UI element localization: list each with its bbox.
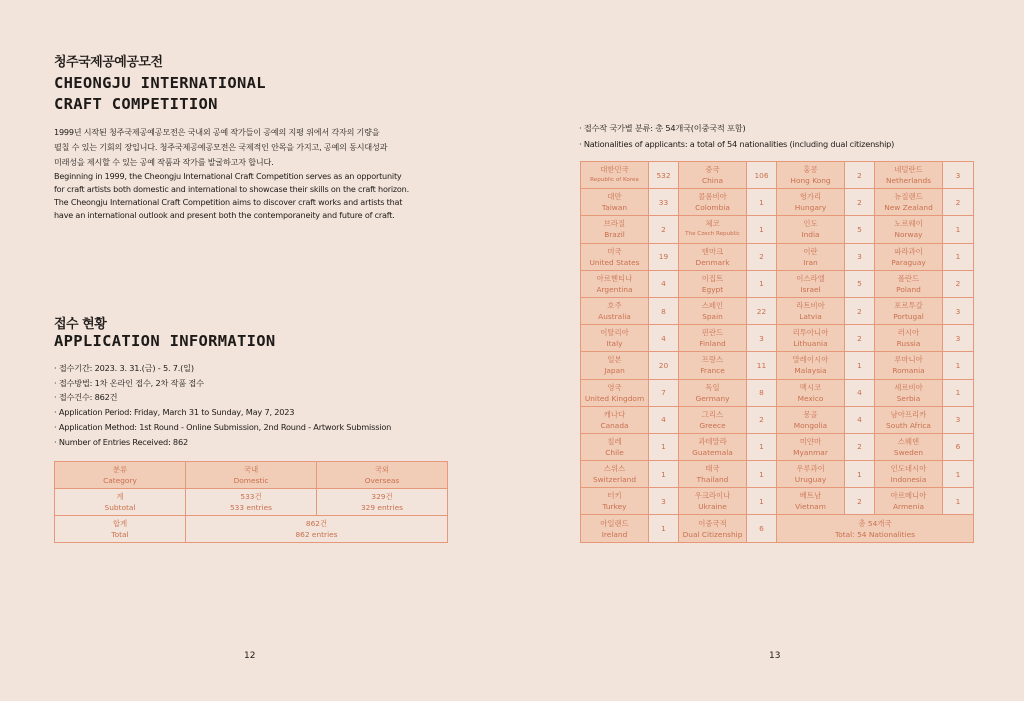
country-name-kr: 이집트 — [701, 273, 724, 283]
count-cell: 2 — [747, 243, 777, 270]
country-cell — [679, 515, 747, 542]
country-cell — [581, 433, 649, 460]
table-row-total — [55, 516, 448, 543]
country-cell — [679, 216, 747, 243]
country-cell — [679, 325, 747, 352]
country-name-en: United States — [589, 257, 640, 267]
page-number-left: 12 — [244, 651, 256, 661]
country-name-kr: 그리스 — [701, 409, 724, 419]
country-cell — [679, 461, 747, 488]
country-name-en: Portugal — [893, 312, 924, 322]
country-name-en: Egypt — [701, 284, 724, 294]
country-name-kr: 네덜란드 — [894, 165, 923, 175]
count-cell: 1 — [845, 352, 875, 379]
country-name-kr: 이스라엘 — [796, 273, 825, 283]
country-name-kr: 러시아 — [897, 328, 920, 338]
table-row — [581, 325, 974, 352]
page-number-right: 13 — [769, 651, 781, 661]
country-name-en: Italy — [606, 339, 623, 349]
count-cell: 2 — [845, 189, 875, 216]
country-name-kr: 독일 — [705, 382, 720, 392]
count-cell: 5 — [845, 216, 875, 243]
country-cell — [679, 488, 747, 515]
country-cell — [777, 297, 845, 324]
country-cell — [679, 270, 747, 297]
total-label: 합계 Total — [55, 516, 186, 543]
country-name-kr: 일본 — [607, 355, 622, 365]
title-english-line2: CRAFT COMPETITION — [54, 95, 218, 113]
country-name-kr: 아르헨티나 — [596, 273, 633, 283]
count-cell: 11 — [747, 352, 777, 379]
country-name-kr: 홍콩 — [803, 165, 818, 175]
country-name-en: New Zealand — [884, 203, 933, 213]
country-cell — [777, 488, 845, 515]
country-name-en: Finland — [699, 339, 726, 349]
count-cell: 8 — [649, 297, 679, 324]
country-cell — [777, 243, 845, 270]
country-cell — [679, 406, 747, 433]
country-cell — [581, 325, 649, 352]
country-name-en: Serbia — [896, 393, 921, 403]
country-name-en: Armenia — [893, 502, 924, 512]
count-cell: 5 — [845, 270, 875, 297]
country-name-en: Mexico — [797, 393, 824, 403]
country-name-kr: 포르투갈 — [894, 301, 923, 311]
count-cell: 3 — [943, 162, 974, 189]
country-name-en: Guatemala — [692, 447, 733, 457]
count-cell: 1 — [747, 461, 777, 488]
country-name-kr: 영국 — [607, 382, 622, 392]
country-cell — [581, 297, 649, 324]
country-cell — [581, 406, 649, 433]
country-cell — [581, 216, 649, 243]
country-name-en: Hungary — [794, 203, 827, 213]
table-row — [581, 297, 974, 324]
country-name-kr: 말레이시아 — [792, 355, 829, 365]
country-name-kr: 루마니아 — [894, 355, 923, 365]
country-name-kr: 이중국적 — [698, 518, 727, 528]
country-name-en: Vietnam — [795, 502, 826, 512]
country-name-en: Malaysia — [794, 366, 827, 376]
country-cell — [777, 325, 845, 352]
country-name-en: Canada — [600, 420, 629, 430]
country-name-en: Japan — [604, 366, 625, 376]
country-name-en: Israel — [800, 284, 821, 294]
count-cell: 3 — [747, 325, 777, 352]
bullet-item: · 접수방법: 1차 온라인 접수, 2차 작품 접수 — [54, 376, 391, 391]
country-cell — [777, 216, 845, 243]
count-cell: 1 — [943, 379, 974, 406]
section-title-english: APPLICATION INFORMATION — [54, 332, 276, 350]
country-name-kr: 호주 — [607, 301, 622, 311]
country-cell — [875, 461, 943, 488]
count-cell: 3 — [845, 243, 875, 270]
header-overseas: 국외 Overseas — [317, 462, 448, 489]
country-cell — [777, 433, 845, 460]
subtotal-label: 계 Subtotal — [55, 489, 186, 516]
country-name-kr: 이란 — [803, 246, 818, 256]
intro-kr-line: 1999년 시작된 청주국제공예공모전은 국내외 공예 작가들이 공예의 지평 위에서 각자의 기량을 — [54, 127, 380, 137]
country-name-en: Republic of Korea — [590, 177, 639, 184]
count-cell: 4 — [649, 406, 679, 433]
country-name-kr: 브라질 — [603, 219, 626, 229]
country-name-kr: 폴란드 — [897, 273, 920, 283]
country-cell — [777, 270, 845, 297]
bullet-item: · Nationalities of applicants: a total of 54 nationalities (including dual citizenship) — [579, 136, 894, 152]
application-bullets — [54, 361, 391, 449]
count-cell: 4 — [845, 379, 875, 406]
nationality-bullets — [579, 120, 894, 152]
count-cell: 2 — [649, 216, 679, 243]
country-cell — [679, 162, 747, 189]
country-cell — [875, 406, 943, 433]
country-cell — [581, 488, 649, 515]
table-row — [581, 352, 974, 379]
country-name-kr: 칠레 — [607, 436, 622, 446]
count-cell: 4 — [845, 406, 875, 433]
table-row — [581, 162, 974, 189]
country-name-en: Australia — [598, 312, 631, 322]
country-name-kr: 인도 — [803, 219, 818, 229]
country-cell — [875, 270, 943, 297]
country-name-en: Taiwan — [601, 203, 628, 213]
total-nationalities-kr: 총 54개국 — [858, 518, 892, 528]
intro-kr-line: 미래성을 제시할 수 있는 공예 작품과 작가를 발굴하고자 합니다. — [54, 157, 274, 167]
country-name-en: Uruguay — [794, 475, 827, 485]
count-cell: 2 — [943, 270, 974, 297]
country-name-kr: 아일랜드 — [600, 518, 629, 528]
subtotal-domestic: 533건 533 entries — [186, 489, 317, 516]
intro-en-line: for craft artists both domestic and international to showcase their skills on the craft horizon. — [54, 184, 409, 194]
nationality-table — [580, 161, 974, 543]
country-cell — [875, 433, 943, 460]
country-name-en: Brazil — [604, 230, 625, 240]
country-name-en: Ireland — [601, 529, 628, 539]
country-cell — [581, 352, 649, 379]
country-name-en: Thailand — [696, 475, 729, 485]
country-name-kr: 스페인 — [701, 301, 724, 311]
table-row — [581, 270, 974, 297]
country-name-en: Denmark — [695, 257, 730, 267]
country-name-kr: 베트남 — [799, 491, 822, 501]
count-cell: 1 — [747, 433, 777, 460]
bullet-item: · Application Method: 1st Round - Online Submission, 2nd Round - Artwork Submission — [54, 420, 391, 435]
country-cell — [581, 162, 649, 189]
count-cell: 1 — [649, 515, 679, 542]
table-row — [581, 189, 974, 216]
country-name-en: The Czech Republic — [685, 231, 740, 238]
count-cell: 1 — [649, 433, 679, 460]
country-name-kr: 인도네시아 — [890, 464, 927, 474]
table-row — [581, 488, 974, 515]
country-name-kr: 과테말라 — [698, 436, 727, 446]
country-name-en: Latvia — [799, 312, 822, 322]
country-name-kr: 미국 — [607, 246, 622, 256]
country-name-en: Chile — [605, 447, 624, 457]
count-cell: 3 — [943, 297, 974, 324]
count-cell: 1 — [649, 461, 679, 488]
country-cell — [581, 243, 649, 270]
country-name-kr: 대한민국 — [600, 165, 629, 175]
country-name-kr: 중국 — [705, 165, 720, 175]
section-title-korean: 접수 현황 — [54, 317, 107, 332]
country-name-kr: 리투아니아 — [792, 328, 829, 338]
country-name-en: Colombia — [695, 203, 730, 213]
country-cell — [679, 379, 747, 406]
count-cell: 2 — [747, 406, 777, 433]
country-cell — [679, 297, 747, 324]
title-english-line1: CHEONGJU INTERNATIONAL — [54, 74, 266, 92]
count-cell: 33 — [649, 189, 679, 216]
total-value: 862건 862 entries — [186, 516, 448, 543]
country-name-en: Switzerland — [592, 475, 637, 485]
country-name-kr: 파라과이 — [894, 246, 923, 256]
country-name-kr: 노르웨이 — [894, 219, 923, 229]
count-cell: 4 — [649, 325, 679, 352]
country-cell — [679, 243, 747, 270]
country-name-kr: 우루과이 — [796, 464, 825, 474]
country-name-en: Hong Kong — [790, 176, 831, 186]
country-name-en: Indonesia — [890, 475, 927, 485]
country-name-kr: 콜롬비아 — [698, 192, 727, 202]
country-cell — [679, 433, 747, 460]
country-name-en: Turkey — [602, 502, 627, 512]
bullet-item: · 접수작 국가별 분류: 총 54개국(이중국적 포함) — [579, 120, 894, 136]
country-name-kr: 스웨덴 — [897, 436, 920, 446]
count-cell: 106 — [747, 162, 777, 189]
count-cell: 2 — [845, 297, 875, 324]
count-cell: 532 — [649, 162, 679, 189]
country-name-en: Mongolia — [793, 420, 828, 430]
country-name-en: United Kingdom — [584, 393, 645, 403]
count-cell: 4 — [649, 270, 679, 297]
country-cell — [875, 243, 943, 270]
country-name-en: Lithuania — [793, 339, 828, 349]
country-cell — [875, 379, 943, 406]
table-row — [581, 216, 974, 243]
country-name-en: China — [701, 176, 724, 186]
count-cell: 2 — [845, 433, 875, 460]
country-name-kr: 남아프리카 — [890, 409, 927, 419]
country-name-en: Dual Citizenship — [682, 529, 743, 539]
country-cell — [875, 352, 943, 379]
country-cell — [875, 325, 943, 352]
country-cell — [581, 461, 649, 488]
count-cell: 22 — [747, 297, 777, 324]
country-cell — [875, 297, 943, 324]
table-header-row — [55, 462, 448, 489]
entries-table — [54, 461, 448, 543]
country-name-en: Poland — [896, 284, 921, 294]
header-category: 분류 Category — [55, 462, 186, 489]
country-name-kr: 체코 — [705, 219, 720, 229]
country-cell — [581, 515, 649, 542]
bullet-item: · 접수기간: 2023. 3. 31.(금) - 5. 7.(일) — [54, 361, 391, 376]
country-cell — [777, 352, 845, 379]
count-cell: 1 — [747, 488, 777, 515]
country-name-kr: 멕시코 — [799, 382, 822, 392]
total-nationalities-en: Total: 54 Nationalities — [834, 529, 916, 539]
country-name-kr: 프랑스 — [701, 355, 724, 365]
count-cell: 2 — [845, 488, 875, 515]
country-cell — [581, 270, 649, 297]
count-cell: 2 — [845, 325, 875, 352]
count-cell: 19 — [649, 243, 679, 270]
country-name-kr: 헝가리 — [799, 192, 822, 202]
country-cell — [875, 189, 943, 216]
country-name-en: Netherlands — [885, 176, 932, 186]
table-row — [581, 379, 974, 406]
country-name-en: Paraguay — [891, 257, 926, 267]
count-cell: 1 — [943, 243, 974, 270]
country-name-kr: 세르비아 — [894, 382, 923, 392]
country-cell — [777, 189, 845, 216]
country-name-kr: 이탈리아 — [600, 328, 629, 338]
bullet-item: · Application Period: Friday, March 31 to Sunday, May 7, 2023 — [54, 405, 391, 420]
count-cell: 20 — [649, 352, 679, 379]
title-english — [54, 73, 266, 115]
table-row-subtotal — [55, 489, 448, 516]
country-cell — [679, 352, 747, 379]
count-cell: 1 — [747, 189, 777, 216]
country-name-kr: 몽골 — [803, 409, 818, 419]
table-row — [581, 406, 974, 433]
subtotal-overseas: 329건 329 entries — [317, 489, 448, 516]
country-name-kr: 태국 — [705, 464, 720, 474]
country-name-kr: 덴마크 — [701, 246, 724, 256]
table-row-last — [581, 515, 974, 542]
country-name-en: Iran — [803, 257, 818, 267]
intro-en-line: have an international outlook and present both the contemporaneity and future of craft. — [54, 210, 395, 220]
table-row — [581, 433, 974, 460]
total-nationalities-cell — [777, 515, 974, 542]
intro-kr-line: 펼칠 수 있는 기회의 장입니다. 청주국제공예공모전은 국제적인 안목을 가지고, 공예의 동시대성과 — [54, 142, 388, 152]
country-name-kr: 캐나다 — [603, 409, 626, 419]
count-cell: 1 — [943, 216, 974, 243]
country-cell — [581, 189, 649, 216]
count-cell: 2 — [845, 162, 875, 189]
count-cell: 2 — [943, 189, 974, 216]
count-cell: 3 — [649, 488, 679, 515]
country-name-en: India — [801, 230, 820, 240]
intro-en-line: The Cheongju International Craft Competition aims to discover craft works and artists that — [54, 197, 403, 207]
count-cell: 7 — [649, 379, 679, 406]
table-row — [581, 243, 974, 270]
country-name-en: Romania — [892, 366, 925, 376]
country-name-en: Myanmar — [793, 447, 828, 457]
country-cell — [777, 162, 845, 189]
country-cell — [679, 189, 747, 216]
country-cell — [875, 216, 943, 243]
count-cell: 1 — [845, 461, 875, 488]
country-cell — [581, 379, 649, 406]
country-name-en: Russia — [896, 339, 921, 349]
country-name-kr: 터키 — [607, 491, 622, 501]
country-name-en: Greece — [699, 420, 726, 430]
country-name-en: South Africa — [886, 420, 931, 430]
intro-en-line: Beginning in 1999, the Cheongju International Craft Competition serves as an opportunity — [54, 171, 402, 181]
country-cell — [777, 406, 845, 433]
bullet-item: · Number of Entries Received: 862 — [54, 435, 391, 450]
country-name-en: Germany — [695, 393, 730, 403]
count-cell: 3 — [943, 406, 974, 433]
country-cell — [777, 461, 845, 488]
country-name-kr: 뉴질랜드 — [894, 192, 923, 202]
country-name-kr: 미얀마 — [799, 436, 822, 446]
country-name-en: Ukraine — [698, 502, 727, 512]
bullet-item: · 접수건수: 862건 — [54, 390, 391, 405]
country-name-kr: 대만 — [607, 192, 622, 202]
country-cell — [875, 162, 943, 189]
count-cell: 6 — [747, 515, 777, 542]
count-cell: 1 — [747, 216, 777, 243]
count-cell: 6 — [943, 433, 974, 460]
count-cell: 1 — [943, 352, 974, 379]
country-name-en: Norway — [894, 230, 923, 240]
count-cell: 1 — [747, 270, 777, 297]
country-name-kr: 우크라이나 — [694, 491, 731, 501]
country-name-en: Spain — [702, 312, 723, 322]
right-page — [512, 0, 1024, 701]
country-cell — [875, 488, 943, 515]
intro-paragraph — [54, 125, 434, 223]
country-name-kr: 아르메니아 — [890, 491, 927, 501]
count-cell: 8 — [747, 379, 777, 406]
table-row — [581, 461, 974, 488]
header-domestic: 국내 Domestic — [186, 462, 317, 489]
country-name-en: Argentina — [596, 284, 633, 294]
count-cell: 1 — [943, 461, 974, 488]
country-name-en: France — [700, 366, 725, 376]
country-name-kr: 핀란드 — [701, 328, 724, 338]
country-cell — [777, 379, 845, 406]
count-cell: 3 — [943, 325, 974, 352]
count-cell: 1 — [943, 488, 974, 515]
country-name-kr: 라트비아 — [796, 301, 825, 311]
country-name-en: Sweden — [893, 447, 924, 457]
title-korean: 청주국제공예공모전 — [54, 55, 163, 70]
country-name-kr: 스위스 — [603, 464, 626, 474]
